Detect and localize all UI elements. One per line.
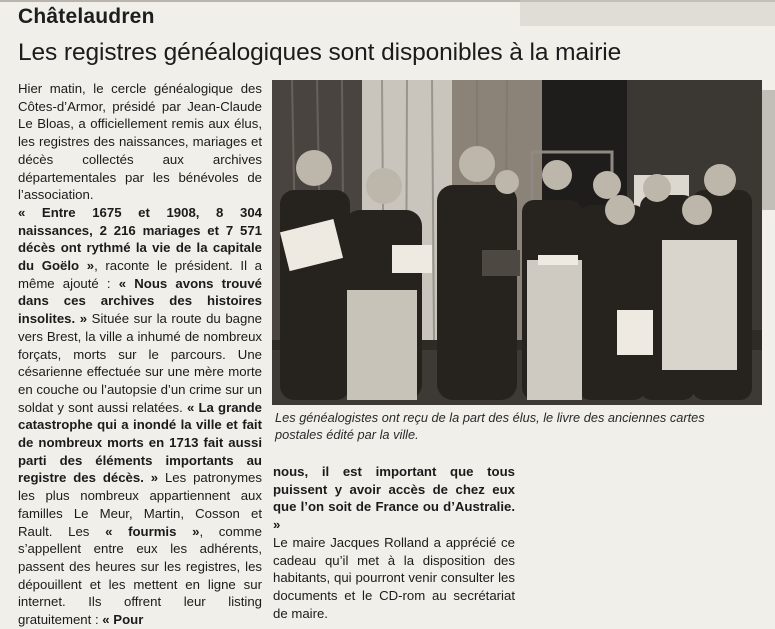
bold-quote: « Entre 1675 et 1908, 8 304 naissances, 2 216 mariages et 7 571 décès ont rythmé la vie de la capitale du Goëlo » <box>18 204 262 274</box>
group-photo-image <box>272 80 762 405</box>
col2_paragraphs-paragraph <box>273 534 515 623</box>
group-photo <box>272 80 762 405</box>
adjacent-block-top <box>520 0 775 26</box>
text-run: Située sur la route du bagne vers Brest, la ville a inhumé de nombreux forçats, morts sur le parcours. Une césarienne effectuée sur une mère morte en couche ou l’autopsie d’un crime sur un soldat y sont aussi relatées. <box>18 311 262 415</box>
text-run: , comme s’appellent entre eux les adhérents, passent des heures sur les registres, les dépouillent et les mettent en ligne sur internet. Ils offrent leur listing gratuitement : <box>18 523 263 628</box>
article-column-2 <box>273 463 515 622</box>
bold-quote: « Nous avons trouvé dans ces archives des histoires insolites. » <box>18 275 262 327</box>
photo-caption: Les généalogistes ont reçu de la part des élus, le livre des anciennes cartes postales édité par la ville. <box>275 410 705 442</box>
bold-quote: « fourmis » <box>105 523 200 539</box>
bold-quote: « La grande catastrophe qui a inondé la ville et fait de nombreux morts en 1713 fait aussi parti des éléments importants au registre des décès. » <box>18 399 262 486</box>
bold-quote: nous, il est important que tous puissent y avoir accès de chez eux que l’on soit de France ou d’Australie. » <box>273 464 515 533</box>
text-run: Les patronymes les plus nombreux appartiennent aux familles Le Meur, Martin, Cosson et Rault. Les <box>18 470 262 539</box>
paragraphs-paragraph <box>18 204 262 629</box>
col2_paragraphs-paragraph <box>273 463 515 534</box>
bold-quote: « Pour <box>102 612 144 628</box>
text-run: Le maire Jacques Rolland a apprécié ce cadeau qu’il met à la disposition des habitants, qui pourront venir consulter les documents et le CD-rom au secrétariat de maire. <box>273 534 515 621</box>
adjacent-block-right <box>762 90 775 210</box>
text-run: , raconte le président. Il a même ajouté : <box>18 258 262 291</box>
headline: Les registres généalogiques sont disponibles à la mairie <box>18 39 622 66</box>
article-column-1 <box>18 80 262 629</box>
text-run: Hier matin, le cercle généalogique des Côtes-d’Armor, présidé par Jean-Claude Le Bloas, a officiellement remis aux élus, les registres des naissances, mariages et décès collectés aux archives départementales par les bénévoles de l’association. <box>18 81 262 203</box>
town-label: Châtelaudren <box>18 5 163 29</box>
paragraphs-paragraph <box>18 80 262 204</box>
